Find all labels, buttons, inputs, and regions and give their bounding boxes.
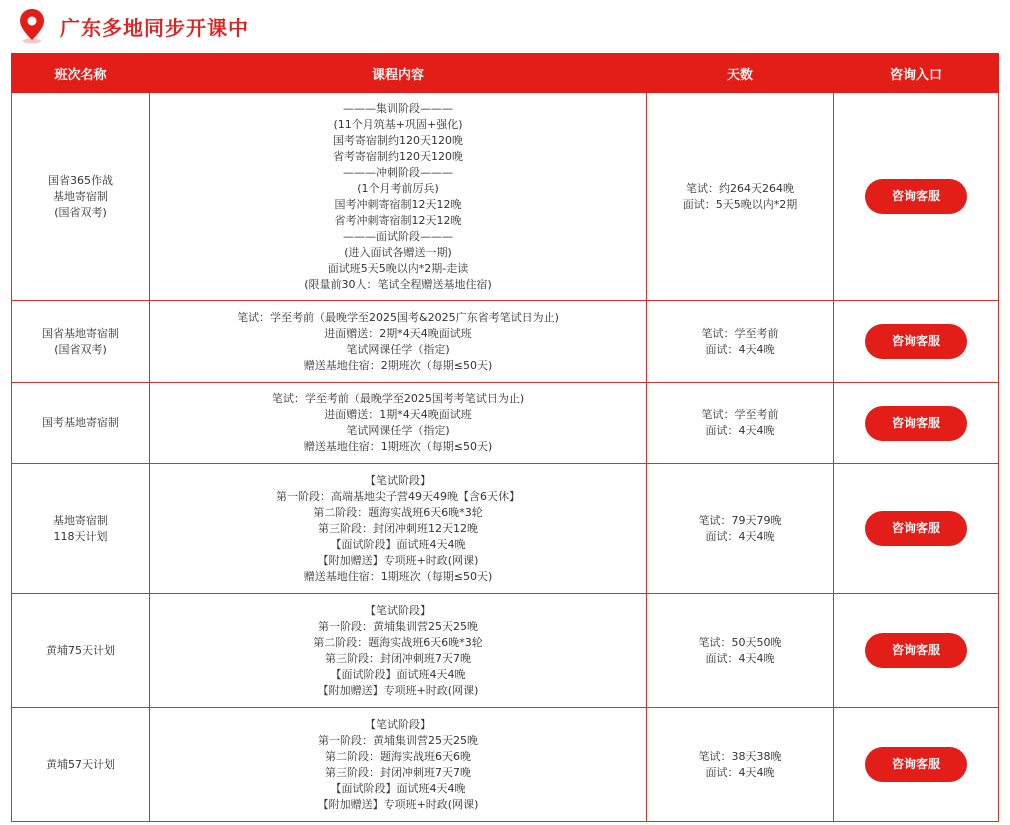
consult-customer-service-button[interactable]: 咨询客服: [865, 406, 967, 441]
course-content-cell-line: 第二阶段：题海实战班6天6晚: [325, 749, 471, 763]
course-content-cell-line: 第三阶段：封闭冲刺班7天7晚: [325, 765, 471, 779]
course-content-cell-line: 【面试阶段】面试班4天4晚: [330, 537, 466, 551]
course-content-cell-line: 【笔试阶段】: [365, 603, 431, 617]
table-row: [12, 708, 999, 822]
course-content-cell: [150, 594, 647, 708]
course-content-cell-line: (限量前30人：笔试全程赠送基地住宿): [304, 277, 492, 291]
class-name-cell-line: 黄埔57天计划: [46, 757, 115, 771]
days-cell-line: 面试：4天4晚: [705, 765, 775, 779]
days-cell-line: 笔试：学至考前: [701, 326, 779, 340]
column-header-days: 天数: [647, 54, 834, 93]
class-name-cell-line: 国考基地寄宿制: [42, 416, 119, 429]
days-cell: [647, 383, 834, 464]
table-header-row: [12, 54, 999, 93]
consult-cell: [834, 93, 999, 301]
consult-customer-service-button[interactable]: 咨询客服: [865, 511, 967, 546]
class-name-cell: [12, 464, 150, 594]
days-cell-line: 面试：4天4晚: [705, 342, 775, 356]
course-content-cell-line: 国考冲刺寄宿制12天12晚: [334, 197, 462, 211]
column-header-consult: 咨询入口: [834, 54, 999, 93]
class-name-cell-line: 国省365作战: [48, 173, 113, 187]
table-row: [12, 594, 999, 708]
days-cell-line: 笔试：学至考前: [701, 408, 779, 421]
course-content-cell: [150, 93, 647, 301]
course-content-cell-line: 【附加赠送】专项班+时政(网课): [317, 683, 479, 697]
course-content-cell: [150, 464, 647, 594]
course-content-cell-line: ———面试阶段———: [343, 229, 453, 243]
consult-cell: [834, 594, 999, 708]
course-content-cell-line: 第一阶段：高端基地尖子营49天49晚【含6天休】: [276, 489, 520, 503]
course-content-cell-line: 赠送基地住宿：1期班次（每期≤50天): [303, 440, 493, 453]
course-content-cell-line: 省考冲刺寄宿制12天12晚: [334, 213, 462, 227]
days-cell-line: 笔试：约264天264晚: [686, 181, 794, 195]
course-content-cell-line: 第三阶段：封闭冲刺班7天7晚: [325, 651, 471, 665]
course-content-cell-line: (进入面试各赠送一期): [344, 245, 452, 259]
course-content-cell-line: 笔试网课任学（指定): [346, 424, 450, 437]
consult-cell: [834, 301, 999, 383]
location-pin-icon: [18, 8, 46, 44]
column-header-class-name: 班次名称: [12, 54, 150, 93]
course-content-cell-line: 第二阶段：题海实战班6天6晚*3轮: [313, 635, 483, 649]
course-content-cell-line: 省考寄宿制约120天120晚: [333, 149, 463, 163]
table-body: [12, 93, 999, 822]
days-cell-line: 面试：4天4晚: [705, 651, 775, 665]
course-content-cell-line: 第一阶段：黄埔集训营25天25晚: [318, 619, 478, 633]
days-cell-line: 笔试：79天79晚: [698, 513, 782, 527]
days-cell: [647, 301, 834, 383]
days-cell: [647, 708, 834, 822]
days-cell-line: 笔试：38天38晚: [698, 749, 782, 763]
days-cell-line: 笔试：50天50晚: [698, 635, 782, 649]
class-name-cell: [12, 93, 150, 301]
course-content-cell: [150, 708, 647, 822]
course-content-cell-line: 【附加赠送】专项班+时政(网课): [317, 553, 479, 567]
column-header-course-content: 课程内容: [150, 54, 647, 93]
course-content-cell-line: 【附加赠送】专项班+时政(网课): [317, 797, 479, 811]
class-name-cell-line: 基地寄宿制: [53, 513, 108, 527]
days-cell: [647, 594, 834, 708]
class-name-cell: [12, 301, 150, 383]
consult-customer-service-button[interactable]: 咨询客服: [865, 324, 967, 359]
course-content-cell-line: ———冲刺阶段———: [343, 165, 453, 179]
section-header: [18, 8, 249, 44]
course-content-cell-line: 赠送基地住宿：1期班次（每期≤50天): [303, 569, 493, 583]
consult-customer-service-button[interactable]: 咨询客服: [865, 747, 967, 782]
consult-customer-service-button[interactable]: 咨询客服: [865, 633, 967, 668]
consult-cell: [834, 464, 999, 594]
course-content-cell-line: 第一阶段：黄埔集训营25天25晚: [318, 733, 478, 747]
class-name-cell-line: (国省双考): [54, 342, 107, 356]
class-name-cell-line: 118天计划: [53, 529, 108, 543]
course-content-cell-line: 【笔试阶段】: [365, 717, 431, 731]
course-content-cell-line: 进面赠送：2期*4天4晚面试班: [324, 326, 472, 340]
class-name-cell: [12, 383, 150, 464]
class-name-cell-line: 国省基地寄宿制: [42, 326, 119, 340]
consult-cell: [834, 708, 999, 822]
course-content-cell-line: 笔试网课任学（指定): [346, 342, 450, 356]
class-name-cell-line: 基地寄宿制: [53, 189, 108, 203]
class-name-cell: [12, 594, 150, 708]
course-content-cell-line: 【笔试阶段】: [365, 473, 431, 487]
days-cell-line: 面试：5天5晚以内*2期: [682, 197, 798, 211]
table-row: [12, 301, 999, 383]
days-cell: [647, 93, 834, 301]
course-content-cell-line: 笔试：学至考前（最晚学至2025国考&2025广东省考笔试日为止): [237, 310, 559, 324]
course-content-cell-line: 进面赠送：1期*4天4晚面试班: [324, 408, 472, 421]
course-table: [11, 53, 999, 822]
class-name-cell: [12, 708, 150, 822]
course-content-cell-line: 国考寄宿制约120天120晚: [333, 133, 463, 147]
consult-customer-service-button[interactable]: 咨询客服: [865, 179, 967, 214]
course-content-cell-line: 【面试阶段】面试班4天4晚: [330, 781, 466, 795]
course-content-cell: [150, 383, 647, 464]
course-content-cell: [150, 301, 647, 383]
days-cell-line: 面试：4天4晚: [705, 529, 775, 543]
course-content-cell-line: 笔试：学至考前（最晚学至2025国考考笔试日为止): [271, 392, 525, 405]
course-content-cell-line: (11个月筑基+巩固+强化): [333, 117, 463, 131]
course-content-cell-line: ———集训阶段———: [343, 101, 453, 115]
days-cell: [647, 464, 834, 594]
table-row: [12, 383, 999, 464]
table-row: [12, 93, 999, 301]
class-name-cell-line: 黄埔75天计划: [46, 643, 115, 657]
section-title: 广东多地同步开课中: [60, 15, 249, 40]
course-content-cell-line: 第三阶段：封闭冲刺班12天12晚: [318, 521, 478, 535]
table-row: [12, 464, 999, 594]
days-cell-line: 面试：4天4晚: [705, 424, 775, 437]
course-content-cell-line: 【面试阶段】面试班4天4晚: [330, 667, 466, 681]
course-content-cell-line: 第二阶段：题海实战班6天6晚*3轮: [313, 505, 483, 519]
consult-cell: [834, 383, 999, 464]
course-content-cell-line: 面试班5天5晚以内*2期-走读: [327, 261, 469, 275]
course-content-cell-line: 赠送基地住宿：2期班次（每期≤50天): [303, 358, 493, 372]
course-content-cell-line: (1个月考前厉兵): [357, 181, 439, 195]
class-name-cell-line: (国省双考): [54, 205, 107, 219]
